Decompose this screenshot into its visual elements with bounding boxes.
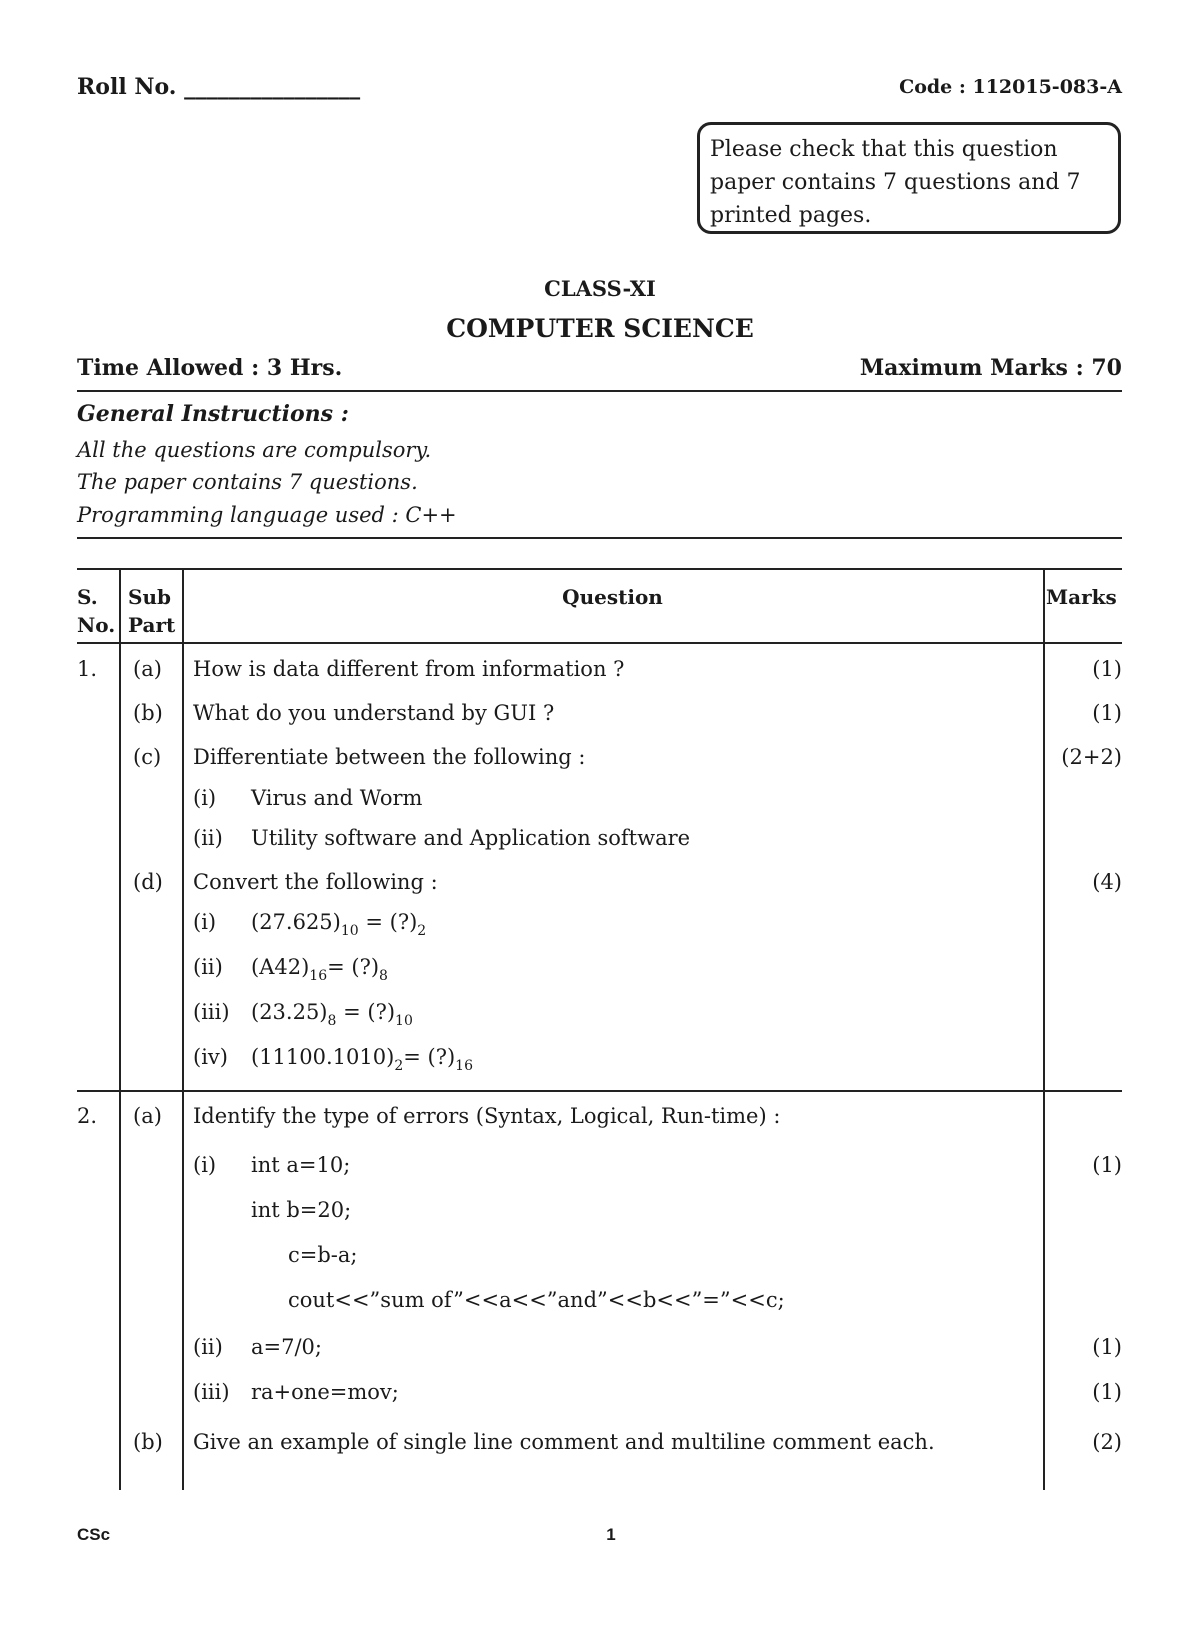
- code-line: int b=20;: [251, 1198, 352, 1222]
- time-allowed: Time Allowed : 3 Hrs.: [77, 355, 343, 381]
- notice-line: paper contains 7 questions and 7: [710, 170, 1081, 195]
- sub-part-label: (b): [133, 701, 163, 725]
- instruction-line: All the questions are compulsory.: [77, 438, 432, 462]
- number-text: (A42): [251, 955, 310, 979]
- marks-value: (4): [1092, 870, 1122, 894]
- number-text: (23.25): [251, 1000, 328, 1024]
- question-number: 1.: [77, 657, 98, 681]
- conversion-expression: [251, 955, 388, 984]
- header-text: Sub: [128, 585, 171, 609]
- table-header-border: [77, 642, 1122, 644]
- item-label: (iii): [193, 1380, 230, 1404]
- column-divider: [119, 568, 121, 1490]
- item-label: (i): [193, 786, 217, 810]
- instructions-heading: General Instructions :: [77, 401, 349, 427]
- marks-value: (1): [1092, 701, 1122, 725]
- base-subscript: 10: [395, 1013, 413, 1029]
- code-line: a=7/0;: [251, 1335, 322, 1359]
- item-label: (i): [193, 910, 217, 934]
- page-number: 1: [606, 1525, 616, 1544]
- equals-text: = (?): [336, 1000, 396, 1024]
- item-label: (ii): [193, 1335, 223, 1359]
- column-divider: [182, 568, 184, 1490]
- header-marks: Marks: [1046, 585, 1117, 609]
- base-subscript: 8: [327, 1013, 337, 1029]
- column-divider: [1043, 568, 1045, 1490]
- conversion-expression: [251, 910, 426, 939]
- conversion-expression: [251, 1045, 473, 1074]
- header-text: No.: [77, 613, 116, 637]
- base-subscript: 16: [309, 968, 328, 984]
- sub-part-label: (c): [133, 745, 162, 769]
- footer-subject-code: CSc: [77, 1525, 111, 1544]
- question-text: Give an example of single line comment and multiline comment each.: [193, 1430, 935, 1454]
- question-text: What do you understand by GUI ?: [193, 701, 555, 725]
- notice-line: Please check that this question: [710, 137, 1058, 162]
- subject-title: COMPUTER SCIENCE: [446, 314, 754, 343]
- code-line: cout<<”sum of”<<a<<”and”<<b<<”=”<<c;: [288, 1288, 785, 1312]
- divider: [77, 390, 1122, 392]
- question-text: Identify the type of errors (Syntax, Logical, Run-time) :: [193, 1104, 781, 1128]
- header-sub-part: [128, 583, 175, 639]
- header-text: S.: [77, 585, 98, 609]
- item-label: (iv): [193, 1045, 228, 1069]
- number-text: (11100.1010): [251, 1045, 395, 1069]
- marks-value: (1): [1092, 657, 1122, 681]
- marks-value: (1): [1092, 1335, 1122, 1359]
- instruction-line: The paper contains 7 questions.: [77, 470, 418, 494]
- conversion-expression: [251, 1000, 413, 1029]
- roll-number-label: Roll No.: [77, 74, 177, 100]
- question-text: Convert the following :: [193, 870, 438, 894]
- equals-text: = (?): [327, 955, 380, 979]
- code-line: c=b-a;: [288, 1243, 358, 1267]
- item-label: (ii): [193, 826, 223, 850]
- code-line: int a=10;: [251, 1153, 351, 1177]
- sub-part-label: (d): [133, 870, 163, 894]
- question-text: How is data different from information ?: [193, 657, 625, 681]
- header-text: Part: [128, 613, 176, 637]
- roll-number-field: [77, 74, 360, 100]
- base-subscript: 8: [379, 968, 388, 984]
- base-subscript: 2: [394, 1058, 404, 1074]
- equals-text: = (?): [358, 910, 418, 934]
- code-line: ra+one=mov;: [251, 1380, 399, 1404]
- number-text: (27.625): [251, 910, 341, 934]
- equals-text: = (?): [403, 1045, 456, 1069]
- marks-value: (2): [1092, 1430, 1122, 1454]
- instruction-line: Programming language used : C++: [77, 503, 457, 527]
- base-subscript: 10: [340, 923, 359, 939]
- paper-code: Code : 112015-083-A: [899, 76, 1122, 98]
- notice-line: printed pages.: [710, 203, 872, 228]
- sub-part-label: (b): [133, 1430, 163, 1454]
- item-label: (ii): [193, 955, 223, 979]
- marks-value: (1): [1092, 1380, 1122, 1404]
- question-number: 2.: [77, 1104, 98, 1128]
- maximum-marks: Maximum Marks : 70: [859, 355, 1122, 381]
- item-label: (i): [193, 1153, 217, 1177]
- divider: [77, 537, 1122, 539]
- question-text: Differentiate between the following :: [193, 745, 586, 769]
- item-text: Utility software and Application software: [251, 826, 691, 850]
- row-separator: [77, 1090, 1122, 1092]
- base-subscript: 2: [417, 923, 427, 939]
- header-serial-number: [77, 583, 115, 639]
- marks-value: (2+2): [1061, 745, 1122, 769]
- sub-part-label: (a): [133, 1104, 162, 1128]
- class-title: CLASS-XI: [544, 276, 656, 301]
- page-count-notice: [697, 122, 1121, 234]
- base-subscript: 16: [455, 1058, 473, 1074]
- header-question: Question: [562, 585, 663, 609]
- roll-number-blank: ________________: [184, 74, 361, 100]
- sub-part-label: (a): [133, 657, 162, 681]
- marks-value: (1): [1092, 1153, 1122, 1177]
- item-text: Virus and Worm: [251, 786, 423, 810]
- table-top-border: [77, 568, 1122, 570]
- item-label: (iii): [193, 1000, 230, 1024]
